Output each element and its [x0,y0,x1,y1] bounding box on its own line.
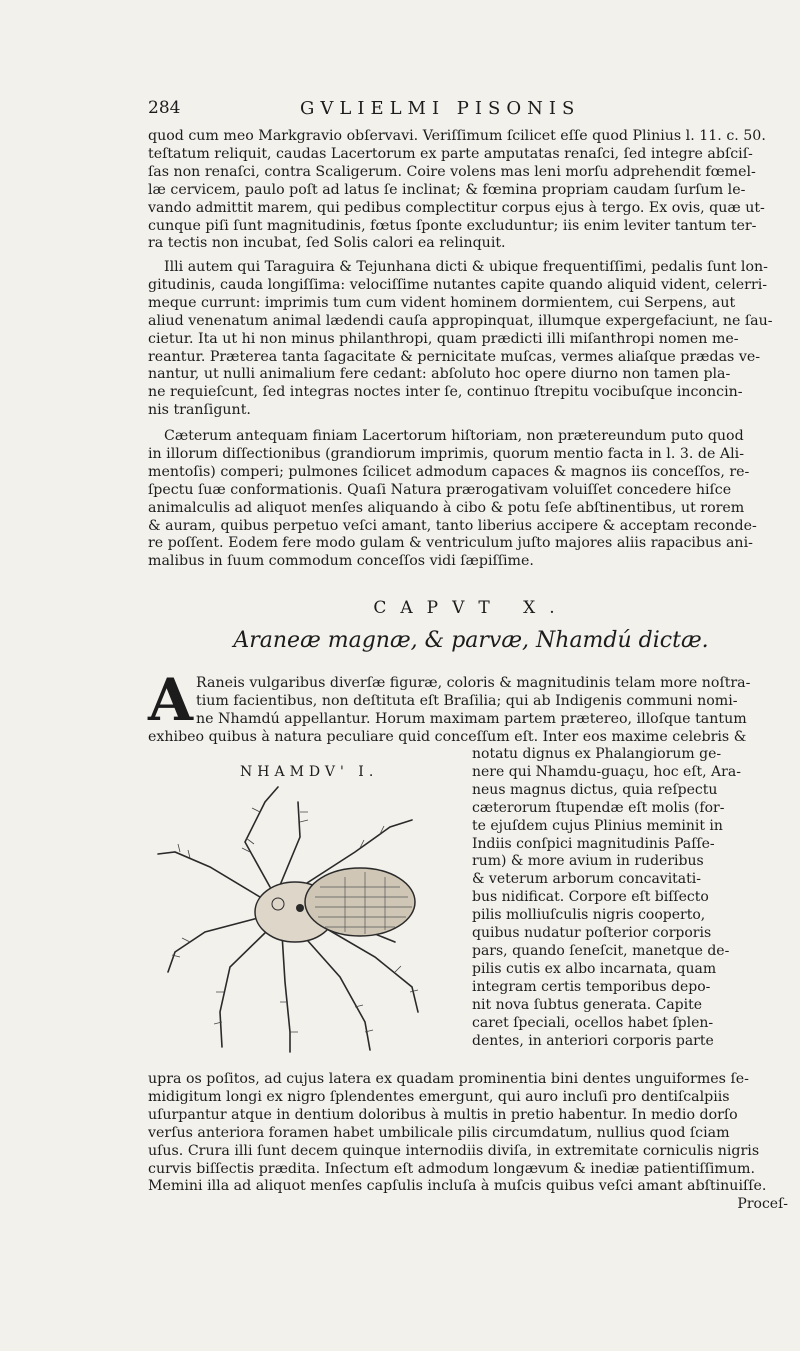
final-paragraph [148,1071,790,1196]
text-line: quibus nudatur poſterior corporis [472,925,712,942]
text-line: bus nidificat. Corpore eſt biſſecto [472,889,709,906]
text-line: re poſſent. Eodem fere modo gulam & ventriculum juſto majores aliis rapacibus ani- [148,535,753,552]
running-title: GVLIELMI PISONIS [300,98,581,119]
text-line: ne Nhamdú appellantur. Horum maximam partem prætereo, illoſque tantum [196,710,747,727]
text-line: aliud venenatum animal lædendi cauſa appropinquat, illumque expergefaciunt, ne ſau- [148,312,773,329]
intro-lines [196,675,790,729]
paragraph-3 [148,428,790,571]
text-line: notatu dignus ex Phalangiorum ge- [472,746,722,762]
text-line: Cæterum antequam finiam Lacertorum hiſtoriam, non prætereundum puto quod [164,428,744,444]
text-line: caret ſpeciali, ocellos habet ſplen- [472,1014,714,1031]
text-line: reantur. Præterea tanta ſagacitate & pernicitate muſcas, vermes aliaſque prædas ve- [148,348,761,365]
text-line: mentoſis) comperi; pulmones ſcilicet admodum capaces & magnos iis conceſſos, re- [148,463,750,480]
text-line: Raneis vulgaribus diverſæ figuræ, coloris & magnitudinis telam more noſtra- [196,675,751,691]
catchword: Proceſ- [737,1196,788,1212]
text-line: meque currunt: imprimis tum cum vident hominem dormientem, cui Serpens, aut [148,294,736,311]
text-line: cunque piſi ſunt magnitudinis, fœtus ſponte excluduntur; iis enim leviter tantum ter- [148,217,757,234]
text-line: integram certis temporibus depo- [472,978,711,995]
text-line: nit nova ſubtus generata. Capite [472,996,703,1013]
chapter-heading: CAPVT X. [373,598,569,618]
text-line: in illorum diſſectionibus (grandiorum imprimis, quorum mentio facta in l. 3. de Ali- [148,445,745,462]
abdomen [305,868,415,936]
text-line: & auram, quibus perpetuo veſci amant, tanto liberius accipere & acceptam reconde- [148,517,757,534]
chapter-subtitle: Araneæ magnæ, & parvæ, Nhamdú dictæ. [233,628,709,653]
text-line: & veterum arborum concavitati- [472,871,701,888]
text-line: rum) & more avium in ruderibus [472,853,704,870]
page-number: 284 [148,98,181,118]
text-line: Illi autem qui Taraguira & Tejunhana dicti & ubique frequentiſſimi, pedalis ſunt lon- [164,259,768,275]
text-line: exhibeo quibus à natura peculiare quid conceſſum eſt. Inter eos maxime celebris & [148,729,747,745]
text-line: Indiis conſpici magnitudinis Paſſe- [472,835,715,852]
paragraph-1 [148,128,790,253]
text-line: ſas non renaſci, contra Scaligerum. Coire volens mas leni morſu adprehendit fœmel- [148,163,756,180]
text-line: animalculis ad aliquot menſes aliquando à cibo & potu ſeſe abſtinentibus, ut rorem [148,499,745,516]
text-line: pilis cutis ex albo incarnata, quam [472,960,717,977]
eye-icon [296,904,304,912]
full-line [148,729,790,747]
text-line: midigitum longi ex nigro ſplendentes emergunt, qui auro incluſi pro dentiſcalpiis [148,1088,730,1105]
text-line: teſtatum reliquit, caudas Lacertorum ex parte amputatas renaſci, ſed integre abſciſ- [148,145,753,162]
text-line: verſus anteriora foramen habet umbilicale pilis circumdatum, nullius quod ſciam [148,1124,730,1141]
text-line: ne requieſcunt, ſed integras noctes inter ſe, continuo ſtrepitu vocibuſque inconcin- [148,384,743,401]
text-line: Memini illa ad aliquot menſes capſulis incluſa à muſcis quibus veſci amant abſtinuiſſe. [148,1178,767,1195]
text-line: cietur. Ita ut hi non minus philanthropi, quam prædicti illi miſanthropi nomen me- [148,330,739,347]
text-line: dentes, in anteriori corporis parte [472,1032,714,1049]
text-line: pilis molliuſculis nigris cooperto, [472,907,706,924]
figure-caption: NHAMDV' I. [240,764,379,780]
text-line: vando admittit marem, qui pedibus complectitur corpus ejus à tergo. Ex ovis, quæ ut- [148,199,765,216]
text-line: neus magnus dictus, quia reſpectu [472,781,718,798]
text-line: upra os poſitos, ad cujus latera ex quadam prominentia bini dentes unguiformes ſe- [148,1071,749,1087]
text-line: uſus. Crura illi ſunt decem quinque internodiis diviſa, in extremitate corniculis nigris [148,1142,760,1159]
text-line: nantur, ut nulli animalium fere cedant: abſoluto hoc opere diurno non tamen pla- [148,366,731,383]
text-line: nere qui Nhamdu-guaçu, hoc eſt, Ara- [472,763,741,780]
text-line: ſpectu ſuæ conformationis. Quaſi Natura prærogativam voluiſſet concedere hiſce [148,481,732,498]
text-line: uſurpantur atque in dentium doloribus à multis in pretio habentur. In medio dorſo [148,1106,738,1123]
text-line: læ cervicem, paulo poſt ad latus ſe inclinat; & fœmina propriam caudam ſurſum le- [148,181,746,198]
text-line: nis tranſigunt. [148,402,251,419]
paragraph-2 [148,259,790,420]
text-line: pars, quando ſeneſcit, manetque de- [472,942,730,959]
text-line: tium facientibus, non deſtituta eſt Braſilia; qui ab Indigenis communi nomi- [196,692,738,709]
page-header [148,98,790,124]
text-line: curvis biſſectis prædita. Inſectum eſt admodum longævum & inediæ patientiſſimum. [148,1160,755,1177]
text-line: cæterorum ſtupendæ eſt molis (for- [472,799,725,816]
text-line: gitudinis, cauda longiſſima: velociſſime nutantes capite quando aliquid vident, celerri- [148,276,768,293]
figure-side-column [472,746,790,1050]
text-line: malibus in ſuum commodum conceſſos vidi ſæpiſſime. [148,553,534,570]
text-line: ra tectis non incubat, ſed Solis calori ea relinquit. [148,235,506,252]
text-line: quod cum meo Markgravio obſervavi. Veriſſimum ſcilicet eſſe quod Plinius l. 11. c. 50. [148,128,766,144]
spider-engraving [150,782,470,1067]
drop-cap: A [148,666,194,734]
text-line: te ejuſdem cujus Plinius meminit in [472,817,723,834]
